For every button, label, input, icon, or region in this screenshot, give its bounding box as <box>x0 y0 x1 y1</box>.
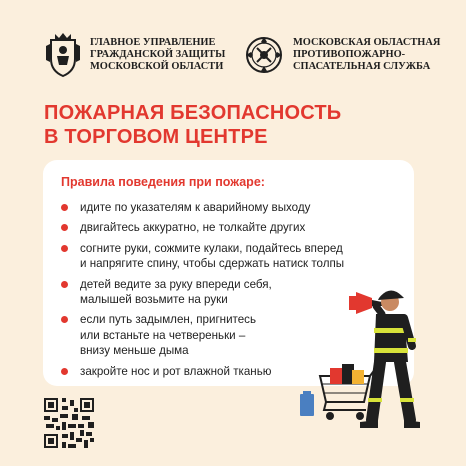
rule-line: согните руки, сожмите кулаки, подайтесь вперед <box>80 241 343 255</box>
left-org-line-2: ГРАЖДАНСКОЙ ЗАЩИТЫ <box>90 49 226 60</box>
rule-item <box>61 241 344 272</box>
rule-line: малышей возьмите на руки <box>80 293 228 307</box>
rule-line: закройте нос и рот влажной тканью <box>80 364 272 378</box>
bullet-dot-icon <box>61 204 68 211</box>
firefighter-illustration <box>296 284 422 434</box>
org-left <box>44 32 225 78</box>
rule-line: если путь задымлен, пригнитесь <box>80 313 257 327</box>
page-title <box>44 101 341 149</box>
right-org-line-2: ПРОТИВОПОЖАРНО- <box>293 49 406 60</box>
left-org-line-1: ГЛАВНОЕ УПРАВЛЕНИЕ <box>90 37 216 48</box>
org-right <box>243 32 440 78</box>
rule-line: и напрягите спину, чтобы сдержать натиск толпы <box>80 257 345 271</box>
bullet-dot-icon <box>61 224 68 231</box>
rule-line: внизу меньше дыма <box>80 344 189 358</box>
rule-line: детей ведите за руку впереди себя, <box>80 277 272 291</box>
rule-line: двигайтесь аккуратно, не толкайте других <box>80 221 306 235</box>
rules-heading: Правила поведения при пожаре: <box>61 175 265 189</box>
bullet-dot-icon <box>61 245 68 252</box>
title-line-1: ПОЖАРНАЯ БЕЗОПАСНОСТЬ <box>44 102 342 124</box>
fire-rescue-service-emblem-icon <box>243 32 285 78</box>
left-org-line-3: МОСКОВСКОЙ ОБЛАСТИ <box>90 61 224 72</box>
right-org-line-1: МОСКОВСКАЯ ОБЛАСТНАЯ <box>293 37 441 48</box>
rule-line: или встаньте на четвереньки – <box>80 328 246 342</box>
moscow-region-coat-of-arms-icon <box>44 32 82 78</box>
bullet-dot-icon <box>61 368 68 375</box>
bullet-dot-icon <box>61 316 68 323</box>
bullet-dot-icon <box>61 281 68 288</box>
qr-code-icon[interactable] <box>44 398 94 448</box>
rule-item <box>61 220 344 235</box>
rule-line: идите по указателям к аварийному выходу <box>80 201 311 214</box>
right-org-line-3: СПАСАТЕЛЬНАЯ СЛУЖБА <box>293 61 431 72</box>
title-line-2: В ТОРГОВОМ ЦЕНТРЕ <box>44 126 268 148</box>
rule-item <box>61 200 344 215</box>
